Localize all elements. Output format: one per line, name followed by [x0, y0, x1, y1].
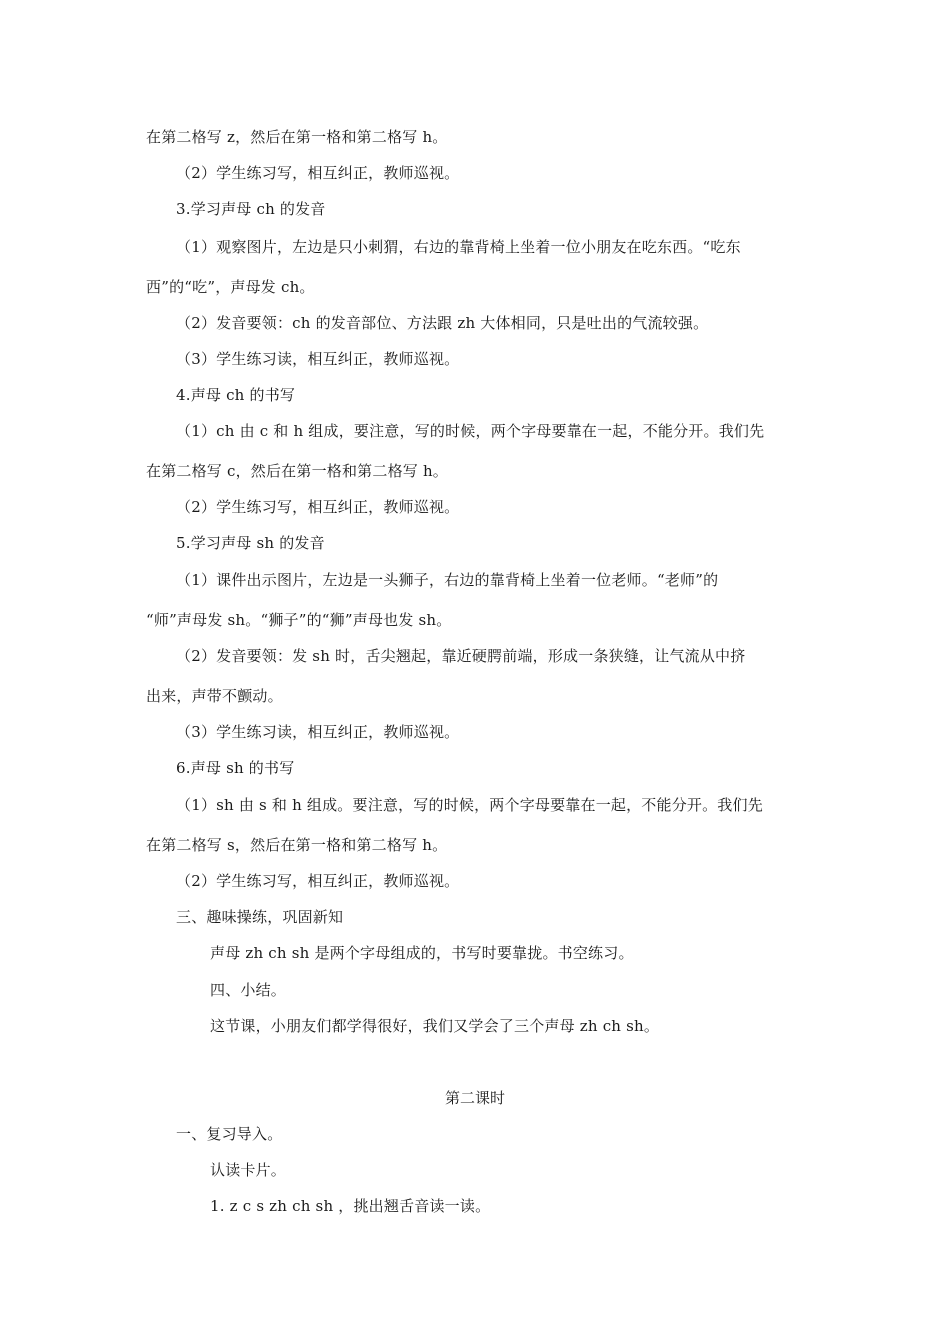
text-line: （2）学生练习写，相互纠正，教师巡视。 [176, 872, 460, 890]
text-line: （3）学生练习读，相互纠正，教师巡视。 [176, 723, 460, 741]
text-line: 在第二格写 z，然后在第一格和第二格写 h。 [146, 128, 448, 146]
text-line: （2）学生练习写，相互纠正，教师巡视。 [176, 498, 460, 516]
text-line: （1）ch 由 c 和 h 组成，要注意，写的时候，两个字母要靠在一起，不能分开。我们先 [176, 422, 765, 440]
text-line: （1）sh 由 s 和 h 组成。要注意，写的时候，两个字母要靠在一起，不能分开。我们先 [176, 796, 763, 814]
section-heading: 6.声母 sh 的书写 [176, 759, 295, 777]
text-line: （2）发音要领：ch 的发音部位、方法跟 zh 大体相同，只是吐出的气流较强。 [176, 314, 709, 332]
section-heading: 四、小结。 [210, 981, 287, 999]
section-heading: 5.学习声母 sh 的发音 [176, 534, 325, 552]
text-line: （1）观察图片，左边是只小刺猬，右边的靠背椅上坐着一位小朋友在吃东西。“吃东 [176, 238, 741, 256]
text-line: 这节课，小朋友们都学得很好，我们又学会了三个声母 zh ch sh。 [210, 1017, 660, 1035]
text-line: （3）学生练习读，相互纠正，教师巡视。 [176, 350, 460, 368]
text-line: （1）课件出示图片，左边是一头狮子，右边的靠背椅上坐着一位老师。“老师”的 [176, 571, 719, 589]
text-line: 在第二格写 c，然后在第一格和第二格写 h。 [146, 462, 448, 480]
section-heading: 一、复习导入。 [176, 1125, 283, 1143]
text-line: 出来，声带不颤动。 [146, 687, 283, 705]
text-line: 认读卡片。 [210, 1161, 287, 1179]
text-line: 在第二格写 s，然后在第一格和第二格写 h。 [146, 836, 448, 854]
text-line: 声母 zh ch sh 是两个字母组成的，书写时要靠拢。书空练习。 [210, 944, 634, 962]
lesson-title: 第二课时 [444, 1089, 505, 1107]
section-heading: 3.学习声母 ch 的发音 [176, 200, 326, 218]
text-line: 西”的“吃”，声母发 ch。 [146, 278, 315, 296]
text-line: 1. z c s zh ch sh ，挑出翘舌音读一读。 [210, 1197, 491, 1215]
section-heading: 三、趣味操练，巩固新知 [176, 908, 344, 926]
text-line: “师”声母发 sh。“狮子”的“狮”声母也发 sh。 [146, 611, 452, 629]
text-line: （2）学生练习写，相互纠正，教师巡视。 [176, 164, 460, 182]
text-line: （2）发音要领：发 sh 时，舌尖翘起，靠近硬腭前端，形成一条狭缝，让气流从中挤 [176, 647, 746, 665]
section-heading: 4.声母 ch 的书写 [176, 386, 296, 404]
